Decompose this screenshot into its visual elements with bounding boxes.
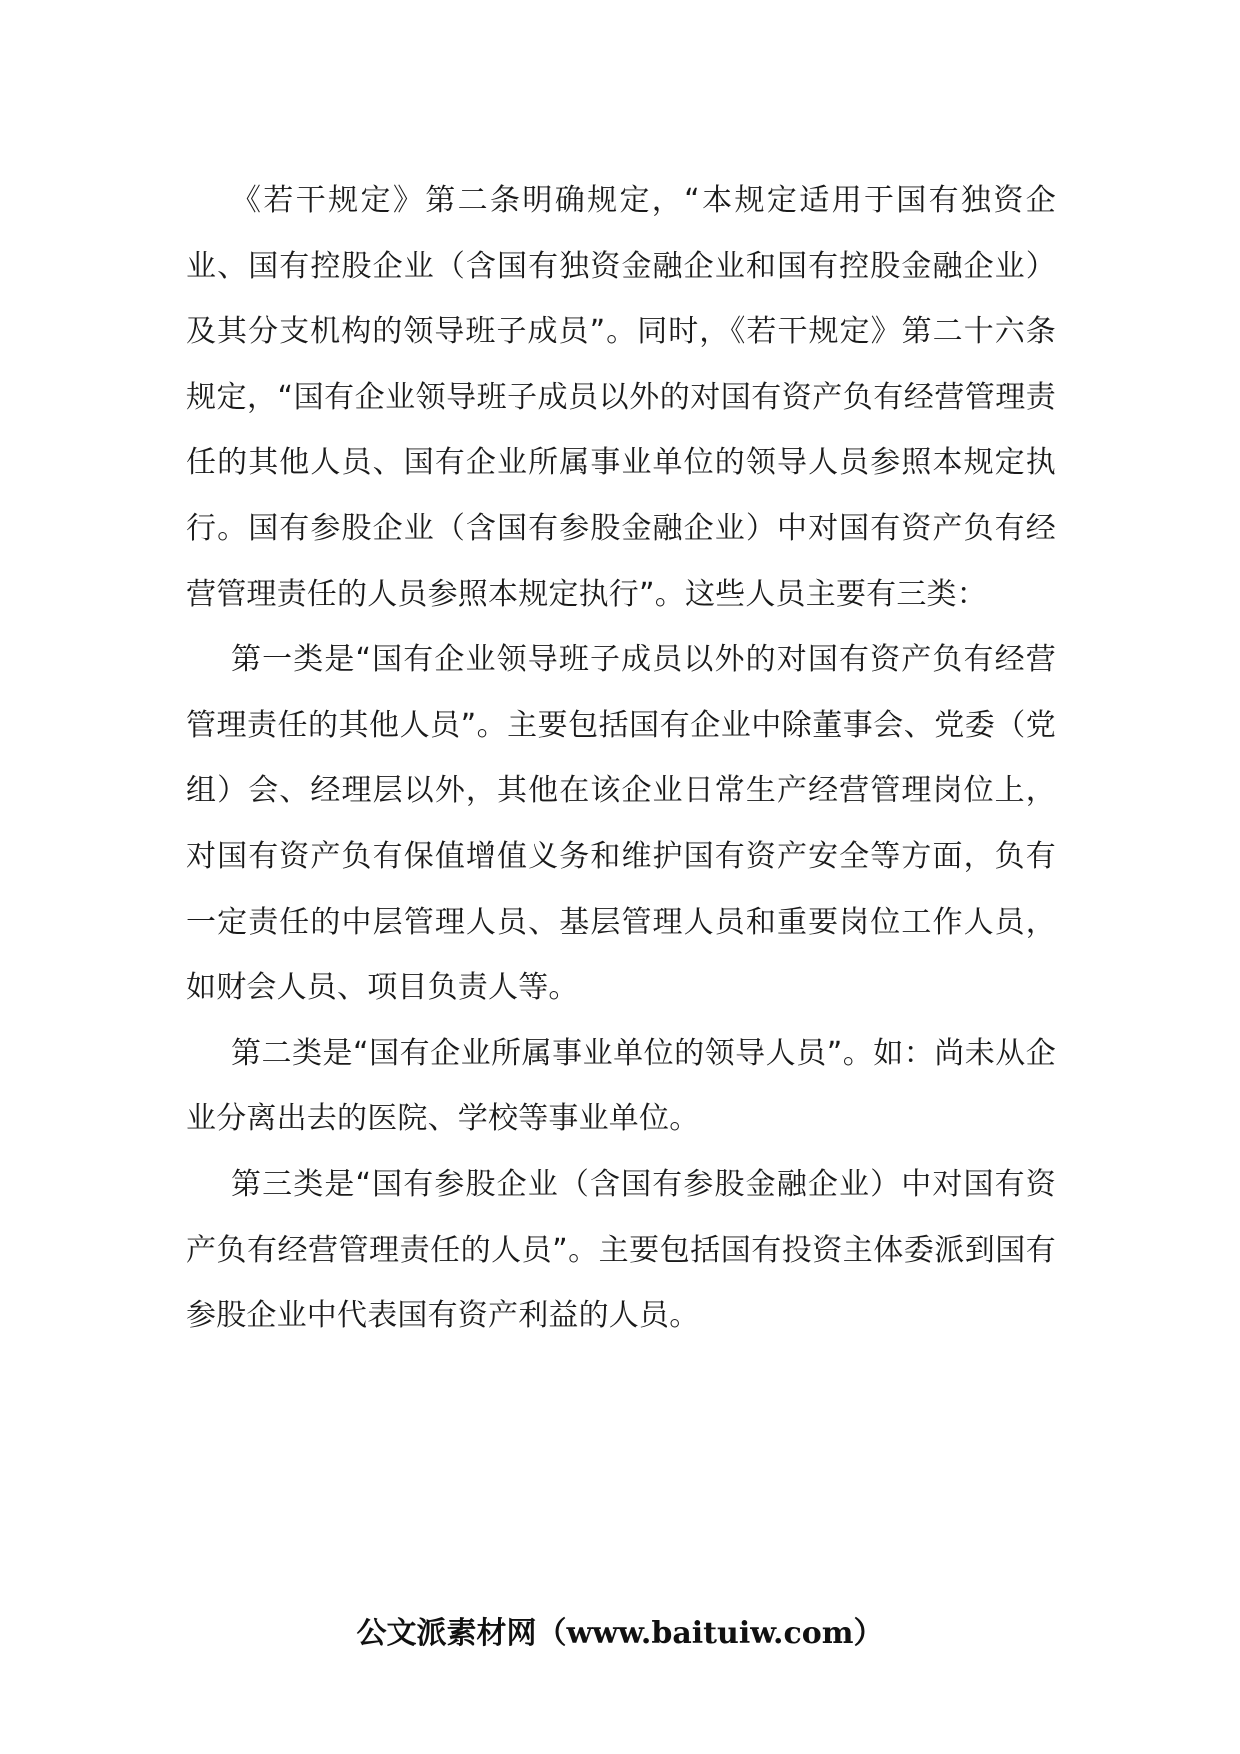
document-body <box>186 168 1056 1349</box>
paragraph-intro: 《若干规定》第二条明确规定，“本规定适用于国有独资企业、国有控股企业（含国有独资金融企业和国有控股金融企业）及其分支机构的领导班子成员”。同时，《若干规定》第二十六条规定，“国有企业领导班子成员以外的对国有资产负有经营管理责任的其他人员、国有企业所属事业单位的领导人员参照本规定执行。国有参股企业（含国有参股金融企业）中对国有资产负有经营管理责任的人员参照本规定执行”。这些人员主要有三类： <box>186 183 1056 612</box>
footer-source: 公文派素材网（www.baituiw.com） <box>356 1616 884 1651</box>
paragraph-category-one: 第一类是“国有企业领导班子成员以外的对国有资产负有经营管理责任的其他人员”。主要包括国有企业中除董事会、党委（党组）会、经理层以外，其他在该企业日常生产经营管理岗位上，对国有资产负有保值增值义务和维护国有资产安全等方面，负有一定责任的中层管理人员、基层管理人员和重要岗位工作人员，如财会人员、项目负责人等。 <box>186 642 1056 1006</box>
paragraph-category-two: 第二类是“国有企业所属事业单位的领导人员”。如：尚未从企业分离出去的医院、学校等事业单位。 <box>186 1035 1056 1137</box>
paragraph-category-three: 第三类是“国有参股企业（含国有参股金融企业）中对国有资产负有经营管理责任的人员”。主要包括国有投资主体委派到国有参股企业中代表国有资产利益的人员。 <box>186 1166 1056 1334</box>
